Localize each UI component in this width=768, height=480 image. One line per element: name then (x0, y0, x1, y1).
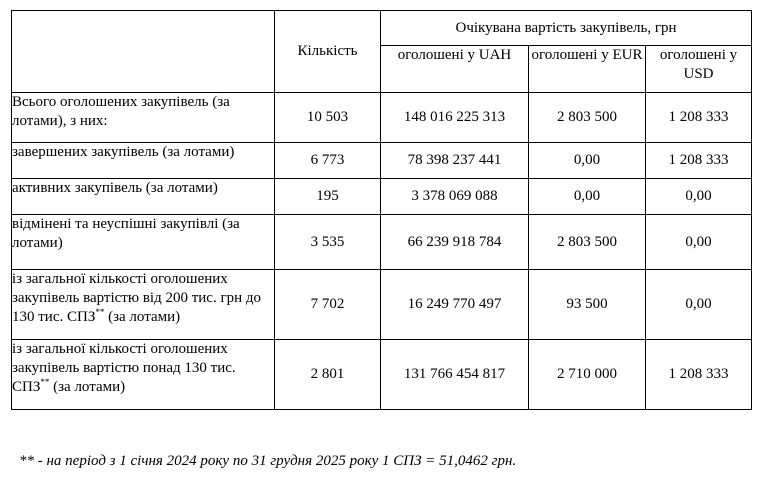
footnote: ** - на період з 1 січня 2024 року по 31 грудня 2025 року 1 СПЗ = 51,0462 грн. (19, 453, 517, 469)
cell-eur: 93 500 (529, 270, 646, 340)
row-label: Всього оголошених закупівель (за лотами), з них: (12, 93, 275, 143)
header-quantity: Кількість (275, 11, 381, 93)
cell-quantity: 195 (275, 179, 381, 215)
cell-eur: 2 710 000 (529, 340, 646, 410)
procurement-table (11, 10, 752, 410)
header-eur: оголошені у EUR (529, 46, 646, 93)
table-row (12, 340, 752, 410)
cell-quantity: 2 801 (275, 340, 381, 410)
cell-uah: 148 016 225 313 (381, 93, 529, 143)
cell-uah: 131 766 454 817 (381, 340, 529, 410)
cell-usd: 0,00 (646, 179, 752, 215)
cell-quantity: 3 535 (275, 215, 381, 270)
header-uah: оголошені у UAH (381, 46, 529, 93)
cell-eur: 0,00 (529, 179, 646, 215)
row-label: відмінені та неуспішні закупівлі (за лотами) (12, 215, 275, 270)
row-label: завершених закупівель (за лотами) (12, 143, 275, 179)
table-row (12, 215, 752, 270)
cell-eur: 2 803 500 (529, 93, 646, 143)
row-label: із загальної кількості оголошених закупівель вартістю понад 130 тис. СПЗ** (за лотами) (12, 340, 275, 410)
header-empty-cell (12, 11, 275, 93)
footnote-marker: ** (95, 307, 105, 317)
row-label: із загальної кількості оголошених закупівель вартістю від 200 тис. грн до 130 тис. СПЗ** (за лотами) (12, 270, 275, 340)
table-row (12, 270, 752, 340)
cell-usd: 1 208 333 (646, 93, 752, 143)
table-row (12, 93, 752, 143)
cell-usd: 1 208 333 (646, 340, 752, 410)
row-label: активних закупівель (за лотами) (12, 179, 275, 215)
cell-eur: 0,00 (529, 143, 646, 179)
cell-eur: 2 803 500 (529, 215, 646, 270)
cell-uah: 66 239 918 784 (381, 215, 529, 270)
footnote-marker: ** (40, 377, 50, 387)
table-row (12, 179, 752, 215)
cell-quantity: 7 702 (275, 270, 381, 340)
cell-usd: 0,00 (646, 270, 752, 340)
cell-usd: 1 208 333 (646, 143, 752, 179)
cell-uah: 78 398 237 441 (381, 143, 529, 179)
cell-usd: 0,00 (646, 215, 752, 270)
cell-quantity: 6 773 (275, 143, 381, 179)
header-usd: оголошені у USD (646, 46, 752, 93)
table-row (12, 143, 752, 179)
cell-uah: 3 378 069 088 (381, 179, 529, 215)
cell-quantity: 10 503 (275, 93, 381, 143)
cell-uah: 16 249 770 497 (381, 270, 529, 340)
header-expected-value: Очікувана вартість закупівель, грн (381, 11, 752, 46)
